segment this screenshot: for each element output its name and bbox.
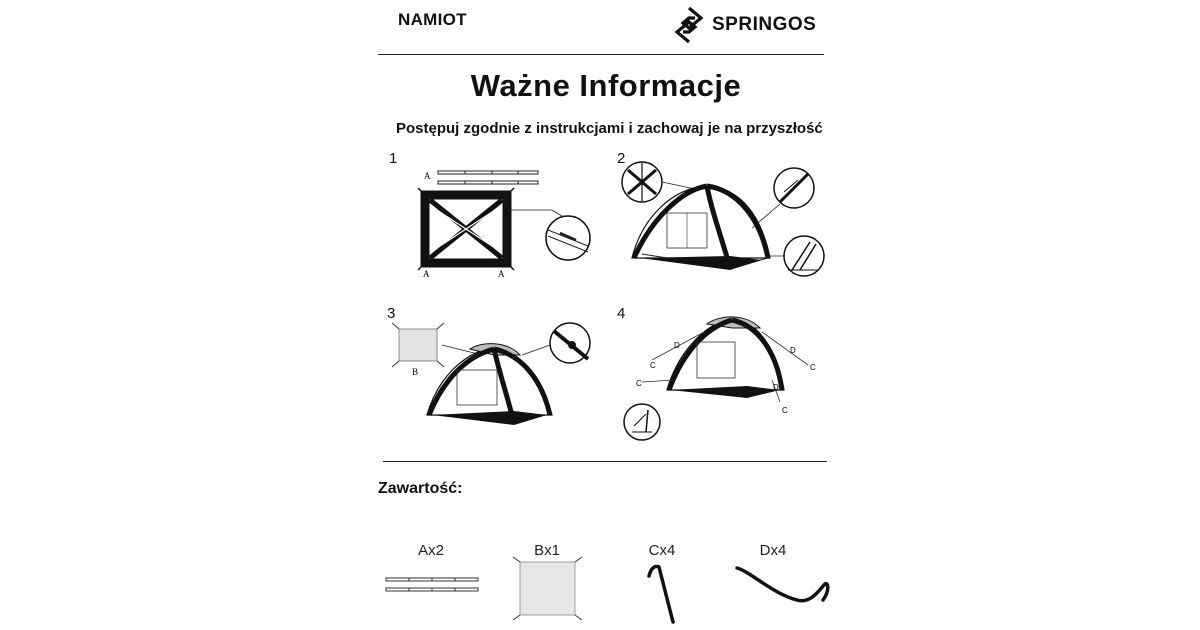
dome-tent-icon [427,344,552,425]
label-d-right: D [790,346,796,355]
label-c-2: C [810,363,816,372]
tent-peg-icon [645,560,685,626]
item-a-label: Ax2 [418,542,444,559]
groundsheet-icon [510,556,585,622]
header-divider [378,54,824,55]
tent-pole-icon [385,575,480,597]
step-1-number: 1 [389,150,398,167]
step-1-illustration [380,160,610,295]
label-b: B [412,367,419,377]
springos-logo-icon [674,6,704,44]
contents-label: Zawartość: [378,480,463,497]
pole-insert-detail-icon [774,168,814,208]
label-c-4: C [782,406,788,415]
groundsheet-icon [392,323,444,367]
step-4-illustration [612,310,827,445]
product-name: NAMIOT [398,10,467,29]
brand-logo [674,6,816,44]
label-a-top: A [424,171,431,181]
label-c-3: C [636,379,642,388]
label-a-left: A [423,269,430,279]
step-2-number: 2 [617,150,626,167]
label-a-right: A [498,269,505,279]
pole-sleeve-detail-icon [546,216,590,260]
page-title: Ważne Informacje [470,68,742,103]
brand-name: SPRINGOS [712,14,817,35]
step-2-illustration [612,158,832,286]
step-4-number: 4 [617,305,626,322]
item-c-label: Cx4 [648,542,676,559]
pole-cross-detail-icon [622,162,662,202]
item-b-label: Bx1 [534,542,560,559]
label-d-left: D [674,341,680,350]
step-3-number: 3 [387,305,396,322]
page-subtitle: Postępuj zgodnie z instrukcjami i zachowaj je na przyszłość [396,120,823,137]
peg-detail-icon [624,404,660,440]
stake-detail-icon [784,236,824,276]
pole-pair-icon [438,171,538,184]
step-3-illustration [382,315,612,440]
pole-clip-detail-icon [550,323,590,363]
label-d-bottom: D [773,383,779,392]
tent-floor-frame-icon [418,188,514,270]
item-d-label: Dx4 [759,542,787,559]
guy-rope-icon [733,560,833,612]
contents-divider [383,461,827,462]
label-c-1: C [650,361,656,370]
dome-tent-icon [667,317,784,398]
